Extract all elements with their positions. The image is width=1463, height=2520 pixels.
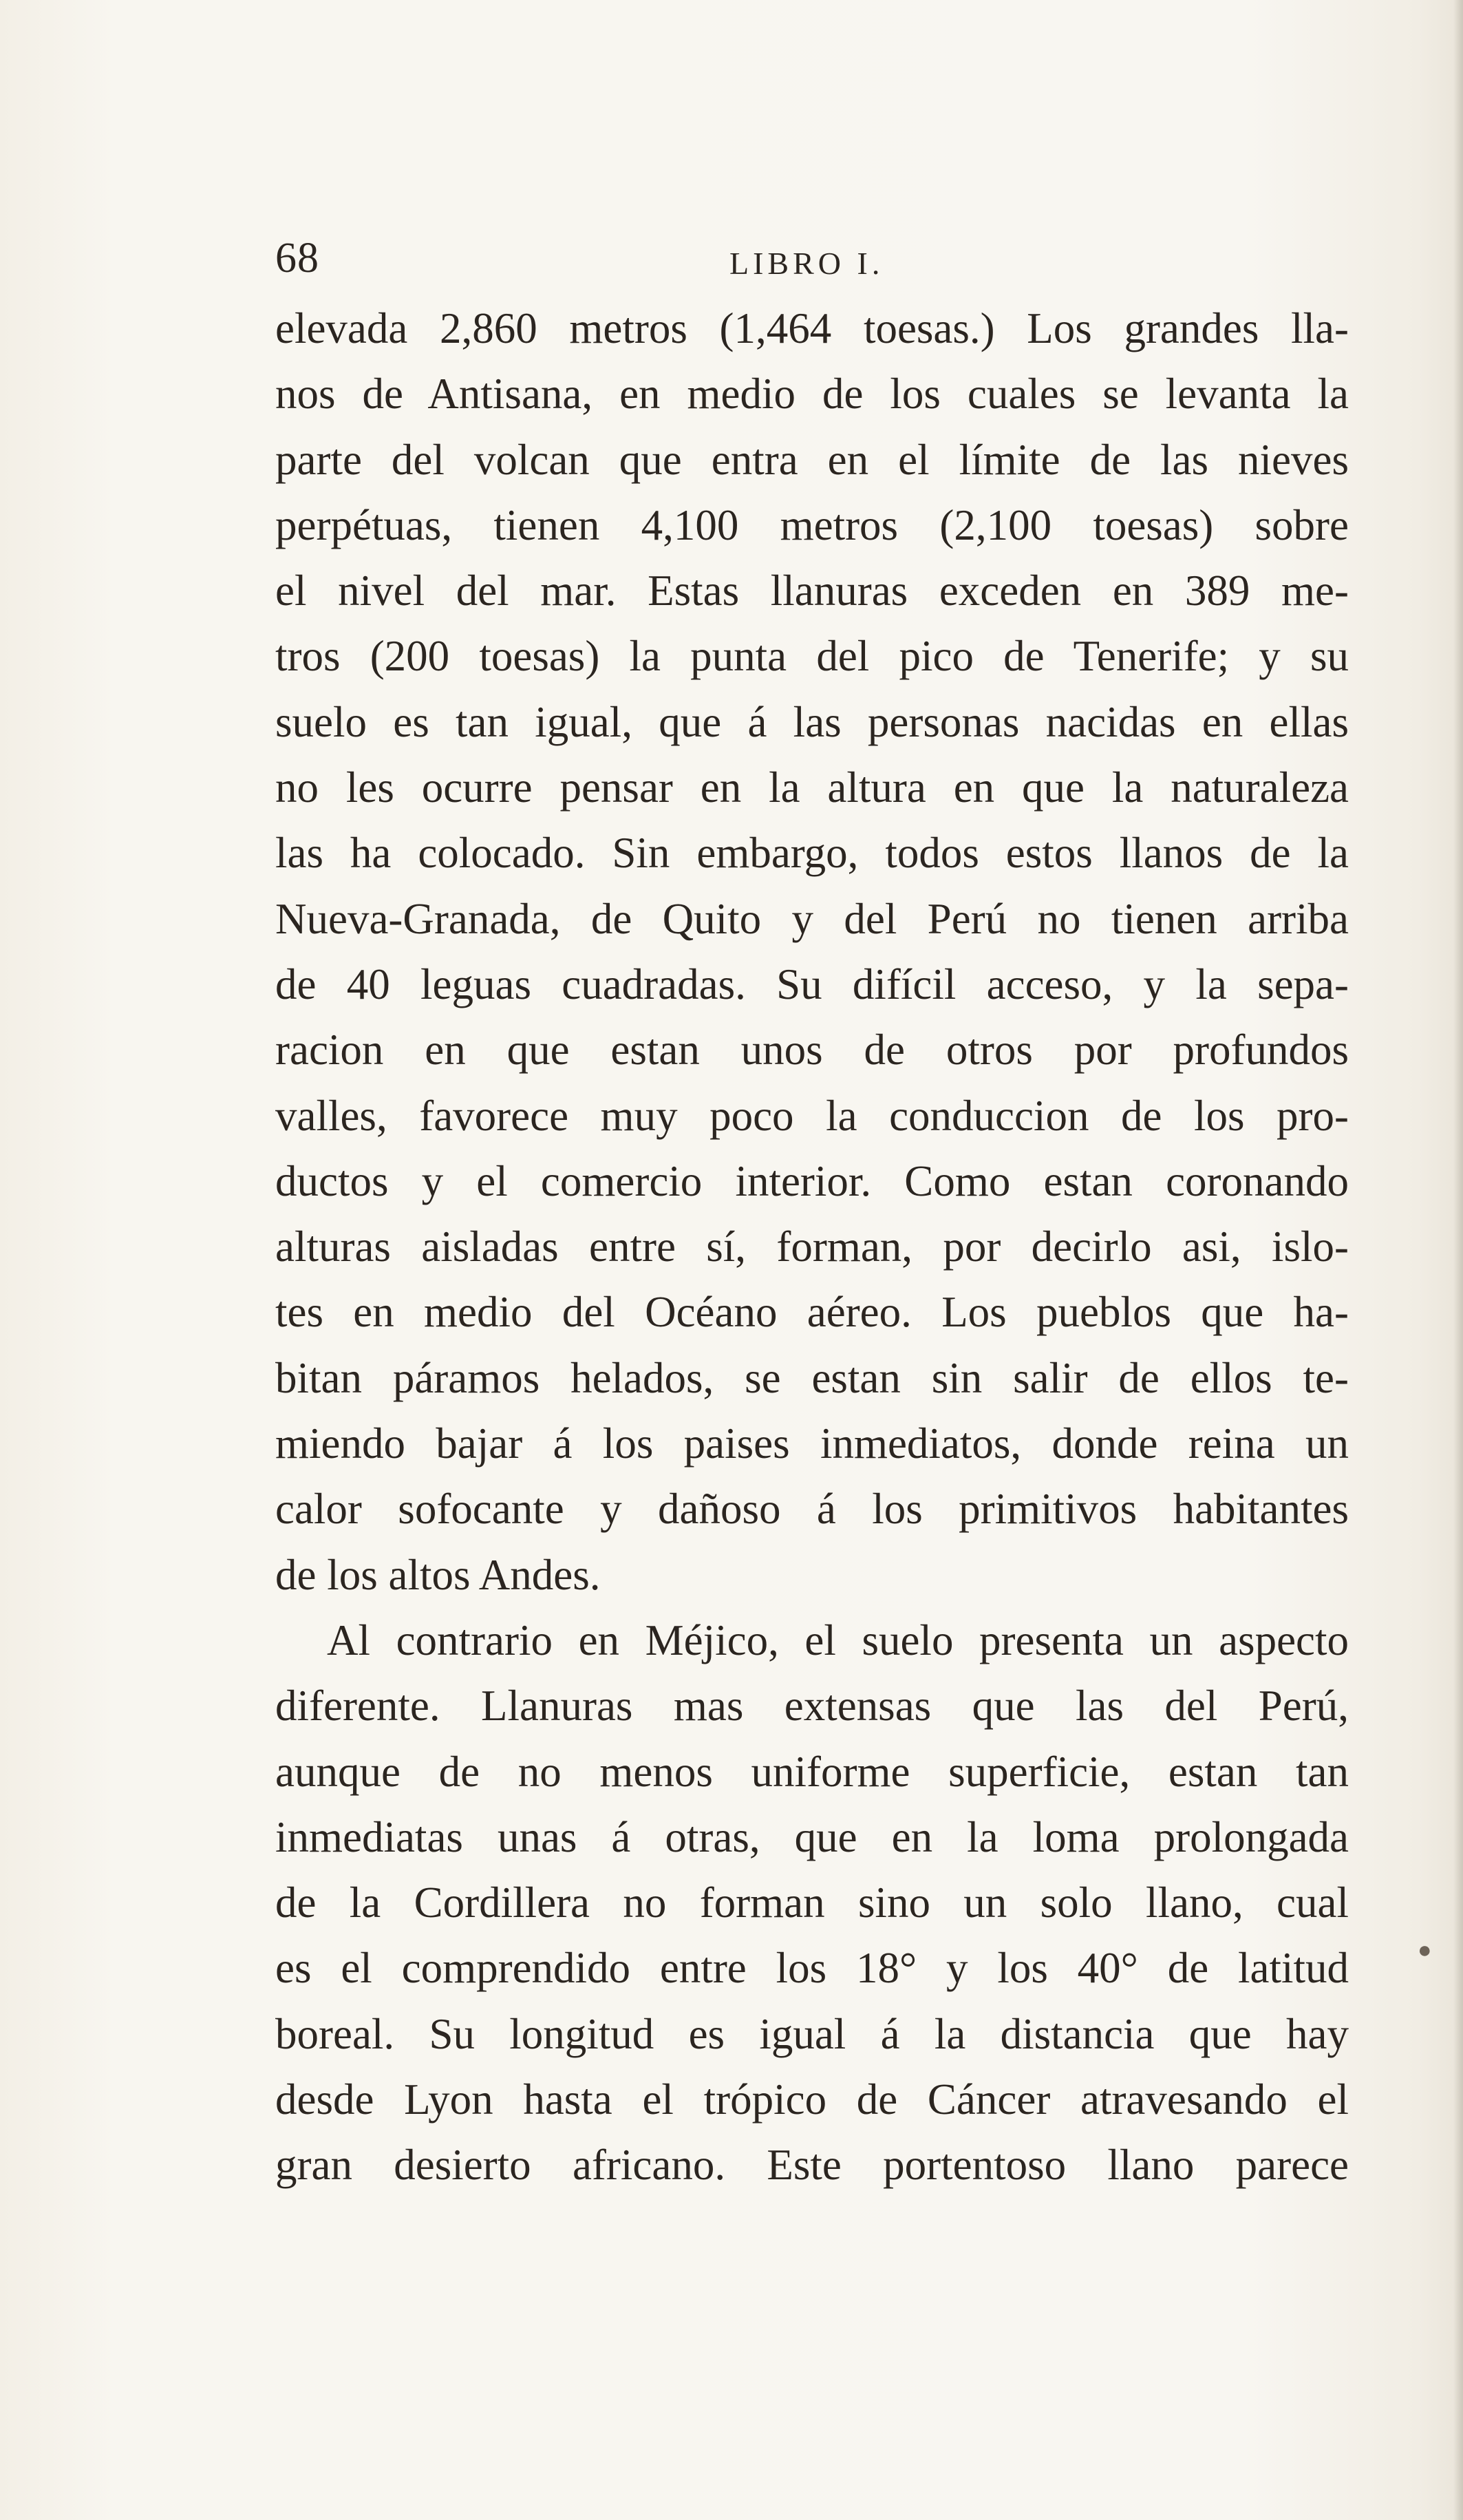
text-line: parte del volcan que entra en el límite de las nieves xyxy=(275,435,1349,484)
text-line: el nivel del mar. Estas llanuras exceden en 389 me- xyxy=(275,567,1349,615)
text-line: de la Cordillera no forman sino un solo llano, cual xyxy=(275,1878,1349,1927)
page-header xyxy=(275,227,1349,289)
text-line: ductos y el comercio interior. Como estan coronando xyxy=(275,1156,1349,1205)
text-line: nos de Antisana, en medio de los cuales se levanta la xyxy=(275,370,1349,419)
text-line: miendo bajar á los paises inmediatos, donde reina un xyxy=(275,1419,1349,1468)
text-line: bitan páramos helados, se estan sin salir de ellos te- xyxy=(275,1353,1349,1402)
text-line: calor sofocante y dañoso á los primitivos habitantes xyxy=(275,1485,1349,1534)
text-line: tros (200 toesas) la punta del pico de Tenerife; y su xyxy=(275,632,1349,681)
page-edge-shadow xyxy=(1453,0,1463,2520)
text-line: alturas aisladas entre sí, forman, por decirlo asi, islo- xyxy=(275,1222,1349,1271)
text-line: gran desierto africano. Este portentoso llano parece xyxy=(275,2141,1349,2190)
text-line: elevada 2,860 metros (1,464 toesas.) Los grandes lla- xyxy=(275,304,1349,352)
text-line: desde Lyon hasta el trópico de Cáncer atravesando el xyxy=(275,2075,1349,2124)
text-line: suelo es tan igual, que á las personas nacidas en ellas xyxy=(275,697,1349,746)
text-line: inmediatas unas á otras, que en la loma prolongada xyxy=(275,1812,1349,1861)
text-line: aunque de no menos uniforme superficie, estan tan xyxy=(275,1747,1349,1796)
page-number: 68 xyxy=(275,235,319,282)
text-line: no les ocurre pensar en la altura en que la naturaleza xyxy=(275,763,1349,812)
margin-speck-icon: ● xyxy=(1418,1938,1432,1963)
running-head: LIBRO I. xyxy=(729,246,884,281)
text-line: diferente. Llanuras mas extensas que las del Perú, xyxy=(275,1682,1349,1730)
text-line: tes en medio del Océano aéreo. Los pueblos que ha- xyxy=(275,1288,1349,1337)
body-text xyxy=(275,296,1349,2199)
text-line: Nueva-Granada, de Quito y del Perú no tienen arriba xyxy=(275,894,1349,943)
text-line: racion en que estan unos de otros por profundos xyxy=(275,1026,1349,1074)
text-line: las ha colocado. Sin embargo, todos estos llanos de la xyxy=(275,829,1349,878)
text-line: Al contrario en Méjico, el suelo presenta un aspecto xyxy=(327,1616,1349,1664)
text-line: boreal. Su longitud es igual á la distancia que hay xyxy=(275,2009,1349,2058)
text-line: de los altos Andes. xyxy=(275,1550,601,1599)
text-line: de 40 leguas cuadradas. Su difícil acceso, y la sepa- xyxy=(275,960,1349,1008)
text-line: valles, favorece muy poco la conduccion de los pro- xyxy=(275,1091,1349,1140)
text-line: es el comprendido entre los 18° y los 40° de latitud xyxy=(275,1944,1349,1993)
text-line: perpétuas, tienen 4,100 metros (2,100 toesas) sobre xyxy=(275,500,1349,549)
